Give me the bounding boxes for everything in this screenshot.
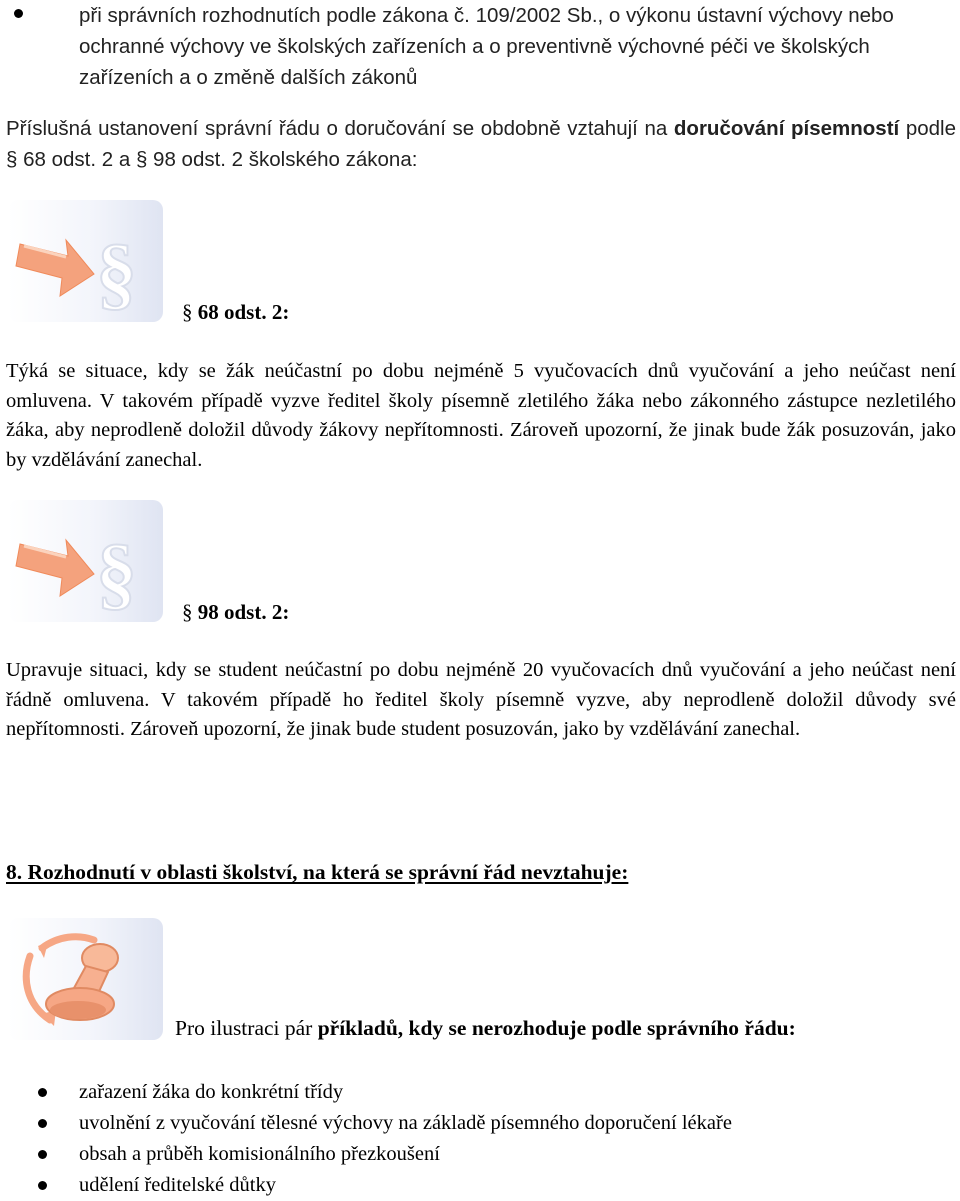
svg-text:§: § <box>96 227 137 318</box>
section-68-label: 68 odst. 2: <box>197 300 290 324</box>
bullet-dot <box>38 1119 47 1128</box>
section-symbol: § <box>182 600 193 624</box>
examples-list <box>0 1077 960 1201</box>
intro-text-2: podle <box>899 117 957 140</box>
stamp-icon <box>8 918 163 1040</box>
intro-paragraph <box>6 113 956 175</box>
list-item <box>0 1077 960 1108</box>
section-symbol: § <box>135 148 148 171</box>
illustration-text: Pro ilustraci pár <box>175 1016 318 1040</box>
section-8-title: 8. Rozhodnutí v oblasti školství, na která se správní řád nevztahuje: <box>6 860 629 884</box>
bullet-dot <box>38 1088 47 1097</box>
section-68-heading <box>182 300 289 325</box>
section-98-label: 98 odst. 2: <box>197 600 290 624</box>
bullet-dot <box>14 9 23 18</box>
bullet-dot <box>38 1150 47 1159</box>
bullet-dot <box>38 1181 47 1190</box>
paragraph-arrow-icon <box>8 200 163 322</box>
illustration-bold-text: příkladů, kdy se nerozhoduje podle správního řádu: <box>317 1016 796 1040</box>
list-item-text: zařazení žáka do konkrétní třídy <box>79 1081 344 1103</box>
intro-text-1: Příslušná ustanovení správní řádu o doručování se obdobně vztahují na <box>6 117 674 140</box>
intro-text-3: 68 odst. 2 a <box>17 148 136 171</box>
illustration-intro <box>175 1016 796 1041</box>
intro-bold-text: doručování písemností <box>673 117 900 140</box>
list-item-text: uvolnění z vyučování tělesné výchovy na základě písemného doporučení lékaře <box>79 1112 732 1134</box>
bullet-text-law: při správních rozhodnutích podle zákona č. 109/2002 Sb., o výkonu ústavní výchovy nebo ochranné výchovy ve školských zařízeních a o preventivně výchovné péči ve školských zařízeních a o změně dalších zákonů <box>79 4 894 89</box>
section-symbol: § <box>182 300 193 324</box>
svg-text:§: § <box>96 527 137 618</box>
section-symbol: § <box>6 148 18 171</box>
paragraph-arrow-icon <box>8 500 163 622</box>
list-item-text: udělení ředitelské důtky <box>79 1174 276 1196</box>
list-item <box>0 1108 960 1139</box>
list-item <box>0 1139 960 1170</box>
intro-text-4: 98 odst. 2 školského zákona: <box>147 148 418 171</box>
list-item <box>0 1170 960 1201</box>
section-98-text: Upravuje situaci, kdy se student neúčastní po dobu nejméně 20 vyučovacích dnů vyučování a jeho neúčast není řádně omluvena. V takovém případě ho ředitel školy písemně vyzve, aby neprodleně doložil důvody své nepřítomnosti. Zároveň upozorní, že jinak bude student posuzován, jako by vzdělávání zanechal. <box>6 659 956 740</box>
section-68-text: Týká se situace, kdy se žák neúčastní po dobu nejméně 5 vyučovacích dnů vyučování a jeho neúčast není omluvena. V takovém případě vyzve ředitel školy písemně zletilého žáka nebo zákonného zástupce nezletilého žáka, aby neprodleně doložil důvody žákovy nepřítomnosti. Zároveň upozorní, že jinak bude žák posuzován, jako by vzdělávání zanechal. <box>6 360 956 471</box>
list-item-text: obsah a průběh komisionálního přezkoušení <box>79 1143 440 1165</box>
section-98-heading <box>182 600 289 625</box>
